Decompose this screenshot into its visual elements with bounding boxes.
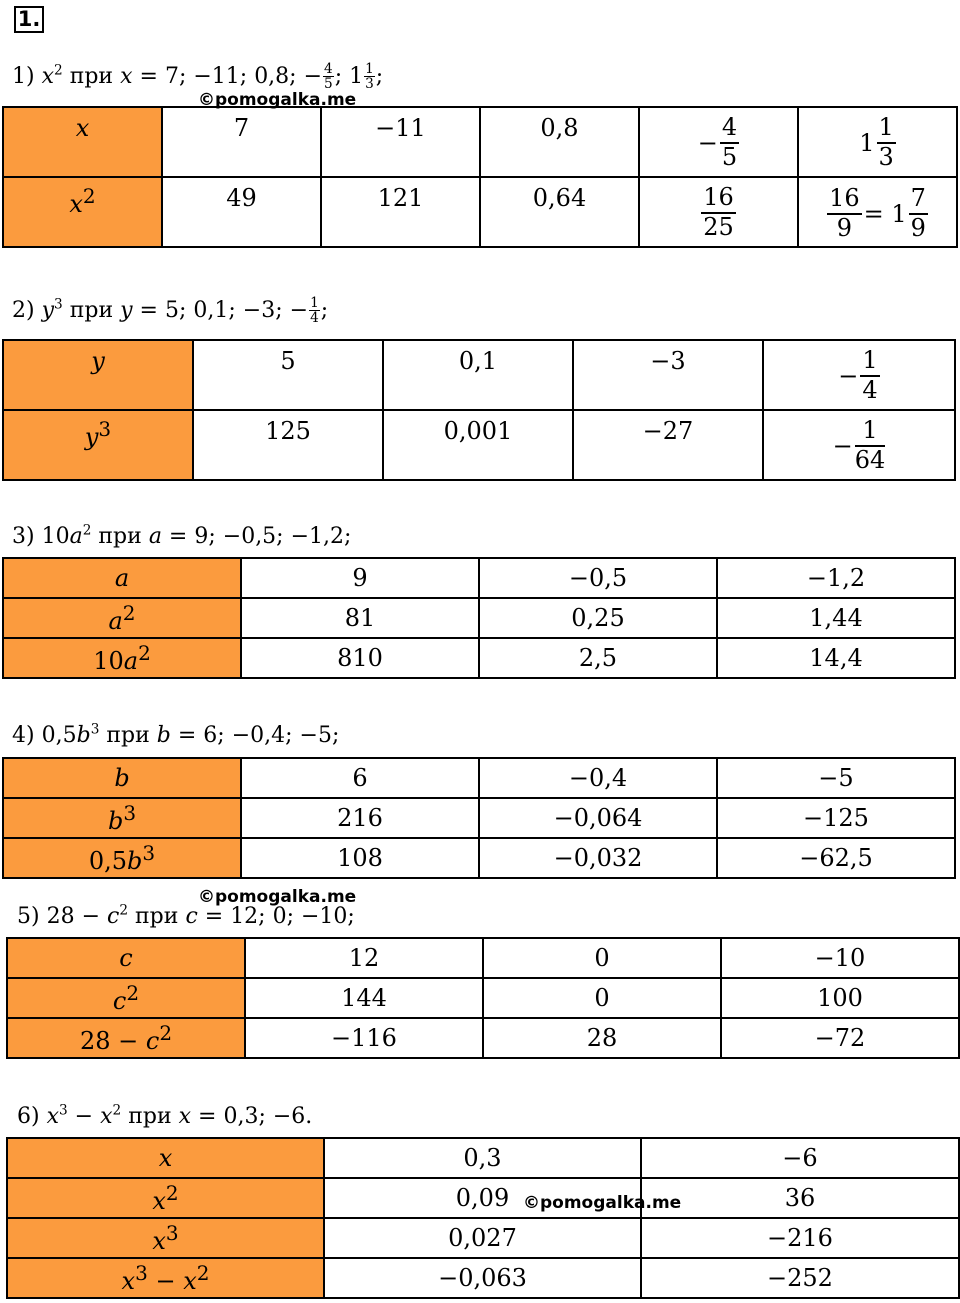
cell-fraction: $\frac{16}{25}$ — [639, 177, 798, 247]
cell: −252 — [641, 1258, 959, 1298]
cell: 1,44 — [717, 598, 955, 638]
expr-power: 2 — [112, 1102, 122, 1119]
watermark: ©pomogalka.me — [523, 1193, 682, 1213]
header-cell: b — [3, 758, 241, 798]
cell: 9 — [241, 558, 479, 598]
task-label: 4) — [12, 723, 35, 748]
var: a — [148, 524, 162, 549]
table-row — [3, 598, 955, 638]
cell: −5 — [717, 758, 955, 798]
cell: −10 — [721, 938, 959, 978]
end: ; — [320, 297, 329, 323]
header-cell: $a^2$ — [3, 598, 241, 638]
table-row — [7, 1258, 959, 1298]
task-label: 2) — [12, 297, 35, 323]
cell: 0,25 — [479, 598, 717, 638]
cell: 6 — [241, 758, 479, 798]
word-pri: при — [106, 723, 150, 748]
cell-fraction: 1 $\frac{1}{3}$ — [798, 107, 957, 177]
cell: −0,064 — [479, 798, 717, 838]
cell: −27 — [573, 410, 763, 480]
table-3 — [2, 557, 956, 679]
var: c — [185, 904, 198, 929]
expr-power: 3 — [54, 296, 63, 313]
expr-var: x — [46, 1104, 60, 1129]
var: b — [156, 723, 171, 748]
task-3-statement: 3) $10a^2$ при a = 9; −0,5; −1,2; — [12, 522, 352, 549]
cell: 2,5 — [479, 638, 717, 678]
cell: 0,8 — [480, 107, 639, 177]
values: 0,3; −6. — [223, 1104, 313, 1129]
cell: −3 — [573, 340, 763, 410]
table-row — [7, 978, 959, 1018]
watermark: ©pomogalka.me — [198, 90, 357, 110]
cell: 0,3 — [324, 1138, 641, 1178]
header-cell: $0,5b^3$ — [3, 838, 241, 878]
word-pri: при — [135, 904, 179, 929]
cell: −125 — [717, 798, 955, 838]
cell: −0,032 — [479, 838, 717, 878]
table-row — [3, 177, 957, 247]
cell: 0 — [483, 938, 721, 978]
header-cell: $x^3 - x^2$ — [7, 1258, 324, 1298]
cell: 28 — [483, 1018, 721, 1058]
header-cell: $x^3$ — [7, 1218, 324, 1258]
expr-var: x — [41, 63, 55, 89]
header-cell: $c^2$ — [7, 978, 245, 1018]
cell: −0,063 — [324, 1258, 641, 1298]
cell: −1,2 — [717, 558, 955, 598]
header-cell: c — [7, 938, 245, 978]
header-cell: x — [7, 1138, 324, 1178]
fraction: $\frac{1}{3}$ — [365, 61, 374, 93]
task-2-statement: 2) $y^3$ при y = 5; 0,1; −3; − $\frac{1}{4}$ ; — [12, 295, 329, 327]
task-label: 6) — [17, 1104, 40, 1129]
cell: 216 — [241, 798, 479, 838]
cell: −116 — [245, 1018, 483, 1058]
values: 5; 0,1; −3; − — [164, 297, 309, 323]
cell: −216 — [641, 1218, 959, 1258]
values-sep: ; 1 — [334, 63, 364, 89]
word-pri: при — [69, 63, 114, 89]
word-pri: при — [128, 1104, 172, 1129]
header-cell: $x^2$ — [3, 177, 162, 247]
table-6 — [6, 1137, 960, 1299]
values: 6; −0,4; −5; — [203, 723, 340, 748]
cell: 0 — [483, 978, 721, 1018]
cell: 0,001 — [383, 410, 573, 480]
expr-var: x — [100, 1104, 113, 1129]
task-6-statement: 6) $x^3 - x^2$ при x = 0,3; −6. — [17, 1102, 313, 1129]
table-5 — [6, 937, 960, 1059]
expr-power: 2 — [119, 902, 129, 919]
cell: 810 — [241, 638, 479, 678]
cell-fraction: $\frac{16}{9}$ = 1 $\frac{7}{9}$ — [798, 177, 957, 247]
var: x — [120, 63, 133, 89]
table-row — [3, 758, 955, 798]
cell: −72 — [721, 1018, 959, 1058]
cell: −11 — [321, 107, 480, 177]
table-row — [3, 638, 955, 678]
task-label: 5) — [17, 904, 40, 929]
values: 9; −0,5; −1,2; — [194, 524, 352, 549]
header-cell: $10a^2$ — [3, 638, 241, 678]
header-cell: a — [3, 558, 241, 598]
watermark: ©pomogalka.me — [198, 887, 357, 907]
cell: −0,4 — [479, 758, 717, 798]
task-5-statement: 5) $28 - c^2$ при c = 12; 0; −10; — [17, 902, 355, 929]
table-row — [7, 938, 959, 978]
expr-var: c — [107, 904, 120, 929]
task-label: 1) — [12, 63, 35, 89]
expr-power: 3 — [59, 1102, 68, 1119]
task-4-statement: 4) $0,5b^3$ при b = 6; −0,4; −5; — [12, 721, 340, 748]
header-cell: $28 - c^2$ — [7, 1018, 245, 1058]
cell: 5 — [193, 340, 383, 410]
cell: −0,5 — [479, 558, 717, 598]
table-4 — [2, 757, 956, 879]
cell: 0,64 — [480, 177, 639, 247]
cell: 36 — [641, 1178, 959, 1218]
expr-coef: 28 − — [46, 904, 108, 929]
cell: −6 — [641, 1138, 959, 1178]
table-row — [7, 1218, 959, 1258]
values: 7; −11; 0,8; − — [164, 63, 323, 89]
cell: 0,027 — [324, 1218, 641, 1258]
header-cell: $b^3$ — [3, 798, 241, 838]
cell: 144 — [245, 978, 483, 1018]
cell: 108 — [241, 838, 479, 878]
cell: 121 — [321, 177, 480, 247]
minus: − — [67, 1104, 101, 1129]
cell: 49 — [162, 177, 321, 247]
cell: 14,4 — [717, 638, 955, 678]
table-row — [3, 798, 955, 838]
fraction: $\frac{4}{5}$ — [324, 61, 333, 93]
expr-power: 2 — [82, 522, 92, 539]
cell: 0,09 — [324, 1178, 641, 1218]
cell-fraction: − $\frac{1}{4}$ — [763, 340, 955, 410]
cell-fraction: − $\frac{4}{5}$ — [639, 107, 798, 177]
cell: 81 — [241, 598, 479, 638]
table-row — [7, 1178, 959, 1218]
table-row — [3, 340, 955, 410]
header-cell: y — [3, 340, 193, 410]
task-label: 3) — [12, 524, 35, 549]
expr-coef: 10 — [41, 524, 70, 549]
var: y — [120, 297, 133, 323]
expr-var: a — [69, 524, 83, 549]
values: 12; 0; −10; — [230, 904, 355, 929]
var: x — [178, 1104, 192, 1129]
expr-var: b — [76, 723, 91, 748]
cell: −62,5 — [717, 838, 955, 878]
table-1 — [2, 106, 958, 248]
cell: 12 — [245, 938, 483, 978]
expr-coef: 0,5 — [41, 723, 77, 748]
fraction: $\frac{1}{4}$ — [310, 295, 319, 327]
table-row — [7, 1018, 959, 1058]
cell: 7 — [162, 107, 321, 177]
header-cell: $y^3$ — [3, 410, 193, 480]
expr-power: 3 — [90, 721, 100, 738]
table-row — [3, 410, 955, 480]
word-pri: при — [98, 524, 142, 549]
header-cell: x — [3, 107, 162, 177]
task-1-statement: 1) $x^2$ при x = 7; −11; 0,8; − $\frac{4}{5}$ ; 1 $\frac{1}{3}$ ; — [12, 61, 384, 93]
table-row — [3, 838, 955, 878]
end: ; — [375, 63, 384, 89]
table-row — [7, 1138, 959, 1178]
table-row — [3, 558, 955, 598]
expr-power: 2 — [54, 62, 63, 79]
expr-var: y — [41, 297, 55, 323]
cell: 125 — [193, 410, 383, 480]
table-2 — [2, 339, 956, 481]
cell-fraction: − $\frac{1}{64}$ — [763, 410, 955, 480]
table-row — [3, 107, 957, 177]
cell: 0,1 — [383, 340, 573, 410]
header-cell: $x^2$ — [7, 1178, 324, 1218]
word-pri: при — [69, 297, 114, 323]
cell: 100 — [721, 978, 959, 1018]
problem-number: 1. — [14, 6, 44, 33]
